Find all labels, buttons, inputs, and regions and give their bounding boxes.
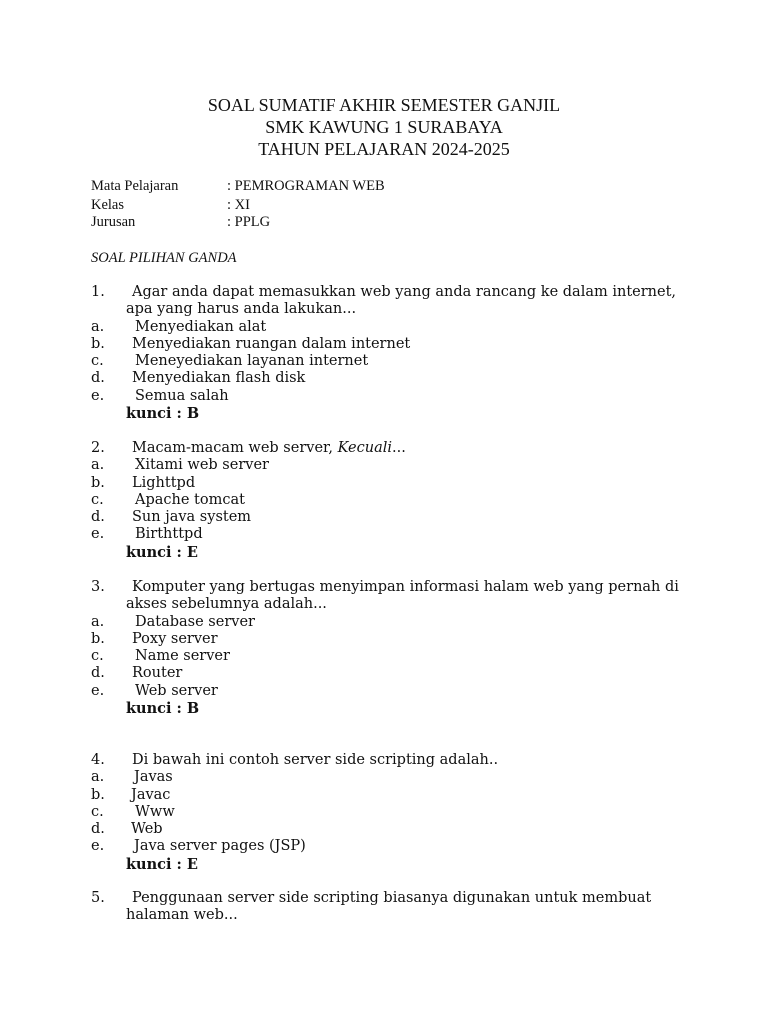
option-letter: a. (91, 613, 105, 630)
question-number: 1. (91, 284, 105, 300)
option-e (91, 388, 691, 405)
doc-title-line-1: SOAL SUMATIF AKHIR SEMESTER GANJIL (207, 95, 561, 115)
option-d (91, 665, 691, 682)
option-a (91, 769, 691, 786)
option-text: Semua salah (135, 387, 229, 404)
option-text: Name server (135, 648, 230, 665)
question-number: 2. (91, 440, 105, 456)
doc-title-line-3: TAHUN PELAJARAN 2024-2025 (258, 139, 510, 159)
option-a (91, 457, 691, 474)
meta-value: : PEMROGRAMAN WEB (227, 178, 385, 194)
question-4 (91, 752, 691, 873)
option-b (91, 475, 691, 492)
option-c (91, 353, 691, 370)
option-letter: d. (91, 370, 105, 387)
answer-key: kunci : E (126, 543, 198, 561)
option-letter: b. (91, 630, 105, 647)
option-letter: e. (91, 682, 105, 699)
option-letter: c. (91, 803, 104, 820)
option-letter: a. (91, 457, 105, 474)
question-text: Di bawah ini contoh server side scripting adalah.. (132, 752, 499, 768)
option-letter: a. (91, 769, 105, 786)
question-3 (91, 579, 691, 717)
option-text: Sun java system (132, 509, 252, 526)
option-text: Javac (131, 786, 171, 803)
option-letter: e. (91, 526, 105, 543)
option-letter: c. (91, 491, 104, 508)
question-text-cont: halaman web... (126, 907, 238, 924)
option-text: Xitami web server (135, 457, 269, 474)
question-number: 3. (91, 579, 105, 595)
option-text: Birthttpd (135, 526, 203, 543)
option-d (91, 821, 691, 838)
option-letter: b. (91, 474, 105, 491)
option-e (91, 838, 691, 855)
meta-label: Mata Pelajaran (91, 178, 179, 194)
option-letter: d. (91, 665, 105, 682)
meta-value: : XI (227, 197, 250, 213)
option-text: Menyediakan flash disk (132, 370, 306, 387)
answer-key: kunci : E (126, 855, 198, 873)
option-letter: c. (91, 648, 104, 665)
question-text-italic: Kecuali (337, 440, 392, 456)
question-text: Agar anda dapat memasukkan web yang anda rancang ke dalam internet, (132, 284, 677, 300)
answer-key: kunci : B (126, 700, 200, 718)
option-b (91, 336, 691, 353)
option-letter: b. (91, 786, 105, 803)
option-b (91, 787, 691, 804)
option-c (91, 804, 691, 821)
option-e (91, 683, 691, 700)
option-text: Www (135, 803, 175, 820)
option-letter: d. (91, 821, 105, 838)
option-letter: c. (91, 353, 104, 370)
question-text-end: ... (392, 440, 406, 456)
option-letter: e. (91, 838, 105, 855)
question-text (132, 440, 406, 457)
option-c (91, 648, 691, 665)
option-a (91, 614, 691, 631)
doc-title-line-2: SMK KAWUNG 1 SURABAYA (265, 117, 503, 137)
option-b (91, 631, 691, 648)
answer-key: kunci : B (126, 405, 200, 423)
option-text: Web server (135, 682, 218, 699)
option-a (91, 319, 691, 336)
option-letter: b. (91, 335, 105, 352)
option-text: Database server (135, 613, 255, 630)
meta-label: Kelas (91, 197, 125, 213)
question-text-main: Macam-macam web server, (132, 440, 338, 456)
option-text: Menyediakan alat (135, 318, 267, 335)
meta-label: Jurusan (91, 214, 136, 230)
question-number: 5. (91, 890, 105, 906)
option-text: Meneyediakan layanan internet (135, 353, 369, 370)
question-text: Penggunaan server side scripting biasanya digunakan untuk membuat (132, 890, 652, 906)
option-text: Poxy server (132, 630, 218, 647)
option-text: Web (131, 821, 163, 838)
meta-value: : PPLG (227, 214, 271, 230)
question-text: Komputer yang bertugas menyimpan informasi halam web yang pernah di (132, 579, 679, 595)
section-title: SOAL PILIHAN GANDA (91, 250, 237, 266)
question-text-cont: akses sebelumnya adalah... (126, 596, 327, 613)
option-text: Javas (134, 769, 173, 786)
option-letter: d. (91, 509, 105, 526)
option-text: Apache tomcat (135, 491, 245, 508)
option-letter: e. (91, 387, 105, 404)
question-2 (91, 440, 691, 561)
option-letter: a. (91, 318, 105, 335)
option-text: Router (132, 665, 183, 682)
question-5 (91, 890, 691, 925)
question-text-cont: apa yang harus anda lakukan... (126, 301, 357, 318)
option-text: Menyediakan ruangan dalam internet (132, 335, 411, 352)
option-text: Java server pages (JSP) (134, 838, 306, 855)
option-d (91, 370, 691, 387)
option-text: Lighttpd (132, 474, 196, 491)
option-e (91, 526, 691, 543)
question-1 (91, 284, 691, 422)
question-number: 4. (91, 752, 105, 768)
option-d (91, 509, 691, 526)
option-c (91, 492, 691, 509)
